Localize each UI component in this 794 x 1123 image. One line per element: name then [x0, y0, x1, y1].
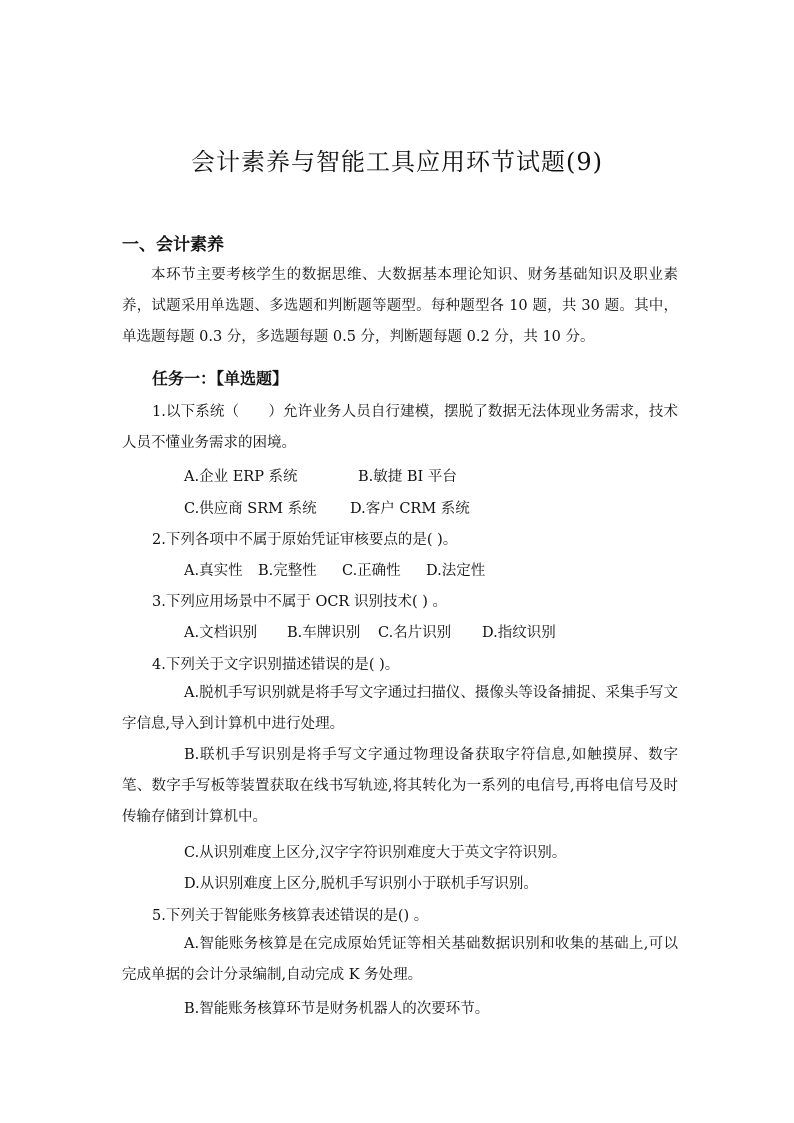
question-2-option-b: B.完整性 — [258, 563, 317, 579]
question-4-option-a: A.脱机手写识别就是将手写文字通过扫描仪、摄像头等设备捕捉、采集手写文字信息,导入到计算机中进行处理。 — [122, 685, 678, 732]
question-1-stem: 1.以下系统（ ）允许业务人员自行建模，摆脱了数据无法体现业务需求，技术人员不懂业务需求的困境。 — [122, 404, 678, 451]
task-heading: 任务一：【单选题】 — [152, 369, 289, 388]
question-4-option-c: C.从识别难度上区分,汉字字符识别难度大于英文字符识别。 — [184, 845, 567, 861]
question-2-option-d: D.法定性 — [426, 563, 486, 579]
question-4-option-d: D.从识别难度上区分,脱机手写识别小于联机手写识别。 — [184, 876, 538, 892]
section-heading: 一、会计素养 — [122, 235, 224, 255]
question-1-option-b: B.敏捷 BI 平台 — [358, 469, 457, 485]
question-1-option-d: D.客户 CRM 系统 — [350, 501, 470, 517]
document-title: 会计素养与智能工具应用环节试题(9) — [191, 148, 603, 176]
question-2-option-a: A.真实性 — [184, 563, 243, 579]
question-3-option-b: B.车牌识别 — [287, 625, 361, 641]
question-4-stem: 4.下列关于文字识别描述错误的是( )。 — [152, 657, 400, 673]
question-1-option-a: A.企业 ERP 系统 — [184, 469, 298, 485]
question-5-option-a: A.智能账务核算是在完成原始凭证等相关基础数据识别和收集的基础上,可以完成单据的会计分录编制,自动完成 K 务处理。 — [122, 936, 678, 983]
question-2-stem: 2.下列各项中不属于原始凭证审核要点的是( )。 — [152, 532, 458, 548]
question-3-option-c: C.名片识别 — [378, 625, 452, 641]
question-5-option-b: B.智能账务核算环节是财务机器人的次要环节。 — [184, 1001, 490, 1017]
section-intro: 本环节主要考核学生的数据思维、大数据基本理论知识、财务基础知识及职业素养，试题采用单选题、多选题和判断题等题型。每种题型各 10 题，共 30 题。其中，单选题每题 0.3 分，多选题每题 0.5 分，判断题每题 0.2 分，共 10 分。 — [122, 267, 678, 345]
question-3-option-d: D.指纹识别 — [482, 625, 556, 641]
question-4-option-b: B.联机手写识别是将手写文字通过物理设备获取字符信息,如触摸屏、数字笔、数字手写板等装置获取在线书写轨迹,将其转化为一系列的电信号,再将电信号及时传输存储到计算机中。 — [122, 747, 678, 825]
question-3-option-a: A.文档识别 — [184, 625, 258, 641]
question-5-stem: 5.下列关于智能账务核算表述错误的是() 。 — [152, 908, 429, 924]
question-3-stem: 3.下列应用场景中不属于 OCR 识别技术( ) 。 — [152, 594, 447, 610]
question-1-option-c: C.供应商 SRM 系统 — [184, 501, 317, 517]
question-2-option-c: C.正确性 — [342, 563, 401, 579]
